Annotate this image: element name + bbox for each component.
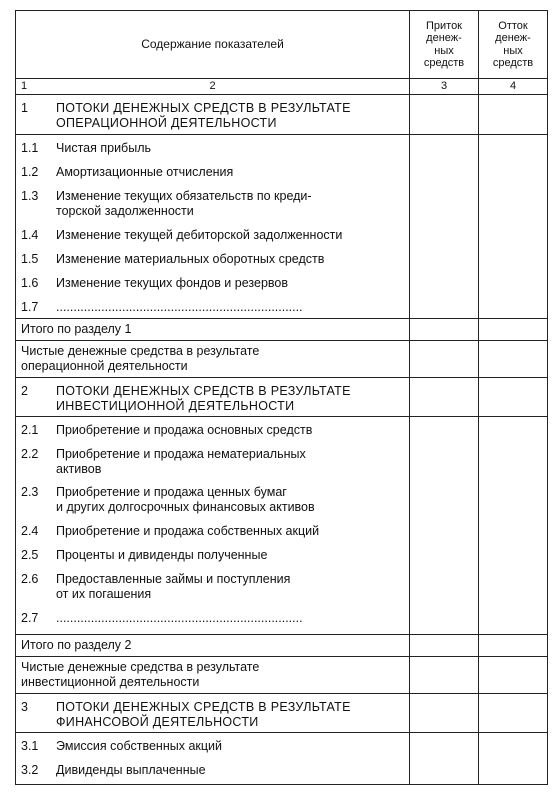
list-item: 2.6 Предоставленные займы и поступления от их погашения bbox=[21, 572, 291, 601]
list-item: 3.2 Дивиденды выплаченные bbox=[21, 763, 206, 777]
section-1-net: Чистые денежные средства в результате операционной деятельности bbox=[16, 341, 548, 378]
column-number-row bbox=[16, 79, 548, 95]
header-outflow: Отток денеж- ных средств bbox=[479, 11, 548, 79]
list-item: 1.2 Амортизационные отчисления bbox=[21, 165, 234, 179]
header-inflow: Приток денеж- ных средств bbox=[410, 11, 479, 79]
list-item: 1.6 Изменение текущих фондов и резервов bbox=[21, 276, 288, 290]
list-item: 1.1 Чистая прибыль bbox=[21, 141, 151, 155]
list-item: 1.7 ....................................................................... bbox=[21, 300, 303, 314]
section-2-net: Чистые денежные средства в результате инвестиционной деятельности bbox=[16, 657, 548, 694]
cash-flow-table bbox=[15, 10, 548, 785]
header-content: Содержание показателей bbox=[16, 11, 410, 79]
section-2-heading: 2 ПОТОКИ ДЕНЕЖНЫХ СРЕДСТВ В РЕЗУЛЬТАТЕ ИНВЕСТИЦИОННОЙ ДЕЯТЕЛЬНОСТИ bbox=[16, 378, 548, 417]
list-item: 1.4 Изменение текущей дебиторской задолженности bbox=[21, 228, 343, 242]
section-2-items bbox=[16, 417, 548, 635]
section-title: ПОТОКИ ДЕНЕЖНЫХ СРЕДСТВ В РЕЗУЛЬТАТЕ ОПЕРАЦИОННОЙ ДЕЯТЕЛЬНОСТИ bbox=[56, 101, 351, 130]
list-item: 2.2 Приобретение и продажа нематериальных активов bbox=[21, 447, 306, 476]
column-number-3: 3 bbox=[410, 79, 479, 95]
column-number-4: 4 bbox=[479, 79, 548, 95]
list-item: 2.5 Проценты и дивиденды полученные bbox=[21, 548, 268, 562]
list-item: 2.7 ....................................................................... bbox=[21, 611, 303, 625]
section-number: 1 bbox=[21, 101, 28, 115]
section-1-items bbox=[16, 135, 548, 319]
list-item: 3.1 Эмиссия собственных акций bbox=[21, 739, 222, 753]
list-item: 2.1 Приобретение и продажа основных средств bbox=[21, 423, 313, 437]
header-row bbox=[16, 11, 548, 79]
list-item: 1.3 Изменение текущих обязательств по креди- торской задолженности bbox=[21, 189, 312, 218]
list-item: 2.4 Приобретение и продажа собственных акций bbox=[21, 524, 320, 538]
column-number-1-2: 1 2 bbox=[16, 79, 410, 95]
list-item: 1.5 Изменение материальных оборотных средств bbox=[21, 252, 325, 266]
section-1-total: Итого по разделу 1 bbox=[16, 319, 548, 341]
list-item: 2.3 Приобретение и продажа ценных бумаг и других долгосрочных финансовых активов bbox=[21, 485, 315, 514]
section-3-items bbox=[16, 733, 548, 785]
section-2-total: Итого по разделу 2 bbox=[16, 635, 548, 657]
section-3-heading: 3 ПОТОКИ ДЕНЕЖНЫХ СРЕДСТВ В РЕЗУЛЬТАТЕ ФИНАНСОВОЙ ДЕЯТЕЛЬНОСТИ bbox=[16, 694, 548, 733]
section-1-heading bbox=[16, 95, 548, 135]
